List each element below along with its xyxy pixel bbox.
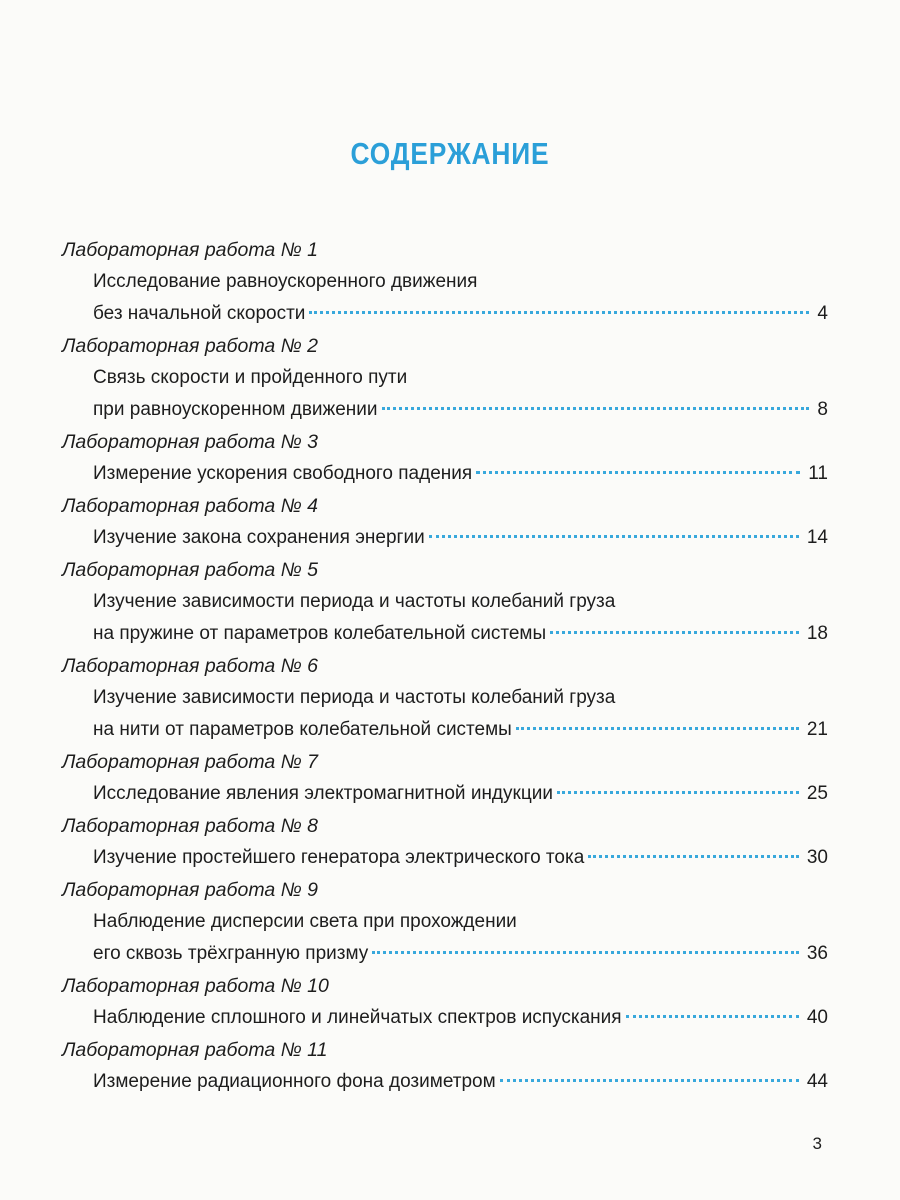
entry-title-text: Изучение простейшего генератора электрического тока [93, 847, 585, 868]
entry-title-line [62, 1066, 828, 1098]
entry-title-line [62, 1002, 828, 1034]
toc-entry[interactable] [62, 810, 828, 874]
entry-title-text: без начальной скорости [93, 303, 306, 324]
dotted-leader [516, 727, 799, 730]
entry-title-text: Измерение ускорения свободного падения [93, 463, 473, 484]
entry-header: Лабораторная работа № 4 [62, 495, 319, 517]
entry-page-number: 8 [817, 399, 828, 420]
entry-title-text: Наблюдение дисперсии света при прохождении [93, 911, 517, 932]
entry-title-text: Исследование равноускоренного движения [93, 271, 478, 292]
entry-page-number: 44 [806, 1071, 828, 1092]
toc-entry[interactable] [62, 970, 828, 1034]
entry-title-text: Изучение зависимости периода и частоты колебаний груза [93, 687, 616, 708]
entry-page-number: 25 [806, 783, 828, 804]
toc-entry[interactable] [62, 330, 828, 426]
entry-title-text: его сквозь трёхгранную призму [93, 943, 369, 964]
page-number: 3 [812, 1134, 822, 1153]
entry-title-line [62, 362, 828, 394]
entry-title-line [62, 682, 828, 714]
dotted-leader [557, 791, 799, 794]
entry-page-number: 36 [806, 943, 828, 964]
entry-title-line [62, 586, 828, 618]
entry-page-number: 11 [808, 463, 828, 484]
toc-entry[interactable] [62, 1034, 828, 1098]
toc-entry[interactable] [62, 874, 828, 970]
dotted-leader [500, 1079, 799, 1082]
entry-header: Лабораторная работа № 1 [62, 239, 319, 261]
dotted-leader [309, 311, 809, 314]
toc-entry[interactable] [62, 650, 828, 746]
entry-title-line [62, 906, 828, 938]
entry-header: Лабораторная работа № 10 [62, 975, 329, 997]
entry-page-number: 18 [806, 623, 828, 644]
entry-title-text: Исследование явления электромагнитной индукции [93, 783, 553, 804]
entry-header: Лабораторная работа № 5 [62, 559, 319, 581]
entry-header: Лабораторная работа № 9 [62, 879, 319, 901]
dotted-leader [476, 471, 800, 474]
entry-title-line [62, 298, 828, 330]
entry-title-line [62, 618, 828, 650]
entry-title-text: на пружине от параметров колебательной системы [93, 623, 547, 644]
entry-page-number: 30 [806, 847, 828, 868]
dotted-leader [372, 951, 799, 954]
toc-entry[interactable] [62, 426, 828, 490]
entry-title-line [62, 266, 828, 298]
entry-title-text: на нити от параметров колебательной системы [93, 719, 512, 740]
entry-header: Лабораторная работа № 2 [62, 335, 319, 357]
entry-title-line [62, 714, 828, 746]
page-title: СОДЕРЖАНИЕ [350, 136, 550, 171]
dotted-leader [429, 535, 799, 538]
table-of-contents [62, 234, 828, 1098]
entry-header: Лабораторная работа № 6 [62, 655, 319, 677]
dotted-leader [626, 1015, 799, 1018]
dotted-leader [588, 855, 799, 858]
toc-entry[interactable] [62, 234, 828, 330]
entry-page-number: 21 [806, 719, 828, 740]
entry-page-number: 40 [806, 1007, 828, 1028]
entry-title-line [62, 938, 828, 970]
entry-title-text: Изучение зависимости периода и частоты колебаний груза [93, 591, 616, 612]
entry-title-text: Измерение радиационного фона дозиметром [93, 1071, 496, 1092]
toc-entry[interactable] [62, 554, 828, 650]
entry-title-text: Изучение закона сохранения энергии [93, 527, 425, 548]
entry-title-text: при равноускоренном движении [93, 399, 378, 420]
entry-header: Лабораторная работа № 11 [62, 1039, 328, 1061]
entry-title-line [62, 842, 828, 874]
entry-title-line [62, 394, 828, 426]
entry-header: Лабораторная работа № 3 [62, 431, 319, 453]
entry-header: Лабораторная работа № 7 [62, 751, 319, 773]
entry-page-number: 4 [817, 303, 828, 324]
entry-title-line [62, 522, 828, 554]
entry-title-text: Наблюдение сплошного и линейчатых спектров испускания [93, 1007, 622, 1028]
entry-title-text: Связь скорости и пройденного пути [93, 367, 408, 388]
toc-entry[interactable] [62, 490, 828, 554]
dotted-leader [382, 407, 810, 410]
dotted-leader [550, 631, 799, 634]
toc-entry[interactable] [62, 746, 828, 810]
entry-title-line [62, 778, 828, 810]
entry-title-line [62, 458, 828, 490]
entry-page-number: 14 [806, 527, 828, 548]
entry-header: Лабораторная работа № 8 [62, 815, 319, 837]
